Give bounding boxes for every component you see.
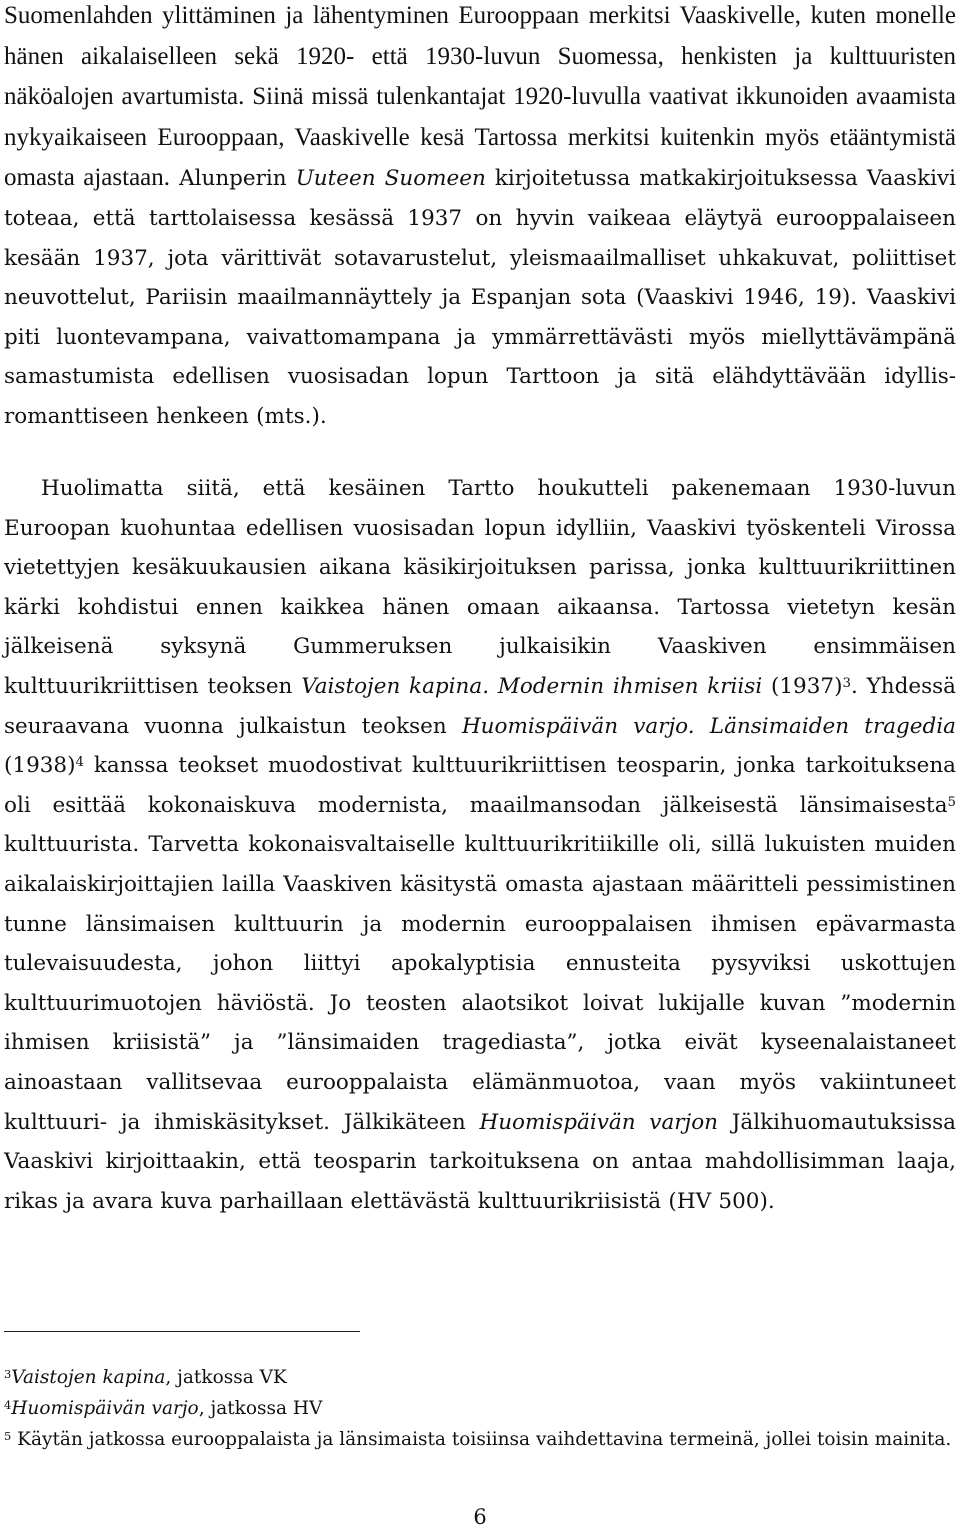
paragraph-1-text-c: Alunperin	[170, 166, 296, 192]
paragraph-2-text-d: . Yhdessä seuraavana vuonna julkaistun teoksen	[4, 673, 956, 739]
book-title-reference: Huomispäivän varjon	[479, 1109, 719, 1135]
footnote-number: 3	[4, 1366, 12, 1381]
footnote-number: 4	[4, 1397, 12, 1412]
footnote-number: 5	[4, 1428, 12, 1443]
footnotes	[4, 1362, 956, 1455]
footnote-text: , jatkossa VK	[165, 1367, 287, 1388]
footnote-title: Vaistojen kapina	[11, 1367, 166, 1388]
page-number: 6	[473, 1505, 487, 1529]
footnote-4	[4, 1393, 956, 1424]
footnote-5	[4, 1424, 956, 1455]
paragraph-1	[4, 0, 956, 437]
paragraph-1-text-d: kirjoitetussa matkakirjoituksessa Vaaskivi toteaa, että tarttolaisessa kesässä 1937 on hyvin vaikeaa eläytyä eurooppalaiseen kesään 1937, jota värittivät sotavarustelut, yleismaailmalliset uhkakuvat, poliittiset neuvottelut, Pariisin maailmannäyttely ja Espanjan sota (Vaaskivi 1946, 19). Vaaskivi piti luontevampana, vaivattomampana ja ymmärrettävästi myös miellyttävämpänä samastumista edellisen vuosisadan lopun Tarttoon ja sitä elähdyttävään idyllis-romanttiseen henkeen (mts.).	[4, 166, 956, 429]
footnote-ref-5[interactable]: 5	[947, 794, 956, 810]
paragraph-2-text-f: (1938)	[4, 753, 76, 779]
paragraph-1-text-a: Suomenlahden ylittäminen ja lähentyminen Eurooppaan merkitsi Vaaskivelle, kuten monelle hänen aikalaiselleen sekä 1920- että 1930-luvun Suomessa, henkisten ja kulttuuristen näköalojen avartumista.	[4, 2, 956, 111]
book-title-vaistojen-kapina: Vaistojen kapina. Modernin ihmisen kriisi	[301, 673, 763, 699]
newspaper-title: Uuteen Suomeen	[295, 166, 486, 192]
paragraph-2-text-g: kanssa teokset muodostivat kulttuurikriittisen teosparin, jonka tarkoituksena oli esittää kokonaiskuva modernista, maailmansodan jälkeisestä länsimaisesta	[4, 753, 956, 818]
paragraph-2-text-c: (1937)	[762, 673, 843, 699]
footnote-text: Käytän jatkossa eurooppalaista ja länsimaista toisiinsa vaihdettavina termeinä, jollei toisin mainita.	[11, 1429, 952, 1450]
paragraph-2-text-j: Jälkihuomautuksissa Vaaskivi kirjoittaakin, että teosparin tarkoituksena on antaa mahdollisimman laaja, rikas ja avara kuva parhaillaan elettävästä kulttuurikriisistä (HV 500).	[4, 1109, 956, 1214]
footnote-3	[4, 1362, 956, 1393]
paragraph-1-text-b: Siinä missä tulenkantajat 1920-luvulla vaativat ikkunoiden avaamista nykyaikaiseen Eurooppaan, Vaaskivelle kesä Tartossa merkitsi kuitenkin myös etääntymistä omasta ajastaan.	[4, 83, 956, 192]
footnote-ref-3[interactable]: 3	[842, 675, 851, 691]
book-title-huomispaivan-varjo: Huomispäivän varjo. Länsimaiden tragedia	[461, 713, 956, 739]
footnote-separator	[4, 1331, 360, 1332]
footnote-title: Huomispäivän varjo	[11, 1398, 199, 1419]
paragraph-2	[4, 469, 956, 1221]
paragraph-1-serif-segment	[4, 2, 956, 191]
footnote-ref-4[interactable]: 4	[75, 755, 84, 771]
paragraph-2-text-a: Huolimatta siitä, että kesäinen Tartto houkutteli pakenemaan 1930-luvun Euroopan kuohuntaa edellisen vuosisadan lopun idylliin, Vaaskivi työskenteli Virossa vietettyjen kesäkuukausien aikana käsikirjoituksen parissa, jonka kulttuurikriittinen kärki kohdistui ennen kaikkea hänen omaan aikaansa. Tartossa vietetyn kesän jälkeisenä syksynä Gummeruksen julkaisikin Vaaskiven ensimmäisen kulttuurikriittisen teoksen	[4, 476, 956, 699]
paragraph-2-text-h: kulttuurista. Tarvetta kokonaisvaltaiselle kulttuurikritiikille oli, sillä lukuisten muiden aikalaiskirjoittajien lailla Vaaskiven käsitystä omasta ajastaan määritteli pessimistinen tunne länsimaisen kulttuurin ja modernin eurooppalaisen ihmisen epävarmasta tulevaisuudesta, johon liittyi apokalyptisia ennusteita pysyviksi uskottujen kulttuurimuotojen häviöstä. Jo teosten alaotsikot loivat lukijalle kuvan ”modernin ihmisen kriisistä” ja ”länsimaiden tragediasta”, jotka eivät kyseenalaistaneet ainoastaan vallitsevaa eurooppalaista elämänmuotoa, vaan myös vakiintuneet kulttuuri- ja ihmiskäsitykset. Jälkikäteen	[4, 832, 956, 1135]
footnote-text: , jatkossa HV	[198, 1398, 323, 1419]
